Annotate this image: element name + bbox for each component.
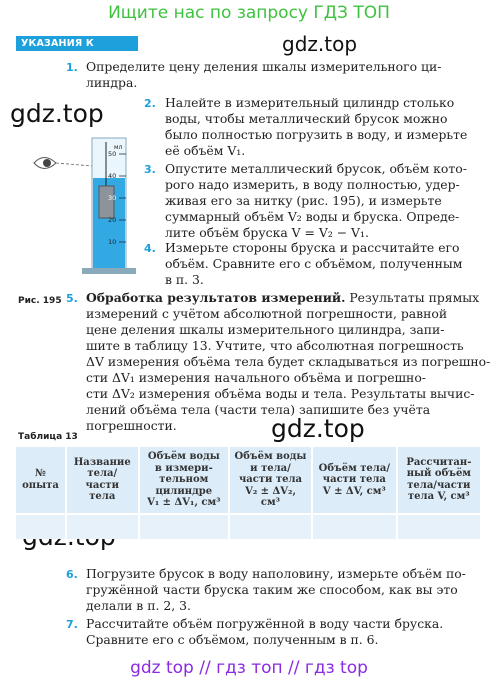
table-row (16, 514, 481, 539)
table-caption: Таблица 13 (18, 432, 78, 442)
text-line: ΔV измерения объёма тела будет складываться из погрешно- (86, 354, 491, 369)
results-table (16, 447, 482, 539)
scale-label: 20 (108, 216, 117, 224)
text-line: гружённой части бруска таким же способом, как вы это (86, 582, 458, 597)
text-line: воды, чтобы металлический брусок можно (165, 111, 448, 126)
table-header: Объём тела/ части тела V ± ΔV, см³ (312, 447, 397, 514)
table-header: Объём воды в измери- тельном цилиндре V₁ ± ΔV₁, см³ (139, 447, 229, 514)
scale-label: 30 (108, 194, 117, 202)
text-line: в п. 3. (165, 272, 204, 287)
step-heading: Обработка результатов измерений. (86, 290, 346, 305)
scale-label: 50 (108, 150, 117, 158)
step-2 (165, 95, 490, 159)
top-banner: Ищите нас по запросу ГДЗ ТОП (108, 3, 390, 23)
section-tag: УКАЗАНИЯ К РАБОТЕ (16, 36, 138, 51)
text-line: измерений с учётом абсолютной погрешности, равной (86, 306, 448, 321)
table-cell[interactable] (139, 514, 229, 539)
step-number: 5. (66, 292, 78, 305)
step-1 (86, 59, 486, 91)
text-line: суммарный объём V₂ воды и бруска. Опреде- (165, 209, 460, 224)
text-line: Налейте в измерительный цилиндр столько (165, 95, 455, 110)
step-number: 3. (144, 163, 156, 176)
step-6 (86, 566, 491, 614)
table-cell[interactable] (66, 514, 139, 539)
text-line: Погрузите брусок в воду наполовину, измерьте объём по- (86, 566, 466, 581)
step-number: 2. (144, 97, 156, 110)
text-line: погрешности. (86, 418, 177, 433)
text-line: было полностью погрузить в воду, и измерьте (165, 127, 468, 142)
step-4 (165, 240, 490, 288)
footer-watermark: gdz top // гдз топ // гдз top (130, 658, 368, 678)
text-line: живая его за нитку (рис. 195), и измерьте (165, 193, 442, 208)
text-line: рого надо измерить, в воду полностью, удер- (165, 177, 460, 192)
step-7 (86, 616, 491, 648)
text-line (86, 290, 491, 306)
figure-caption: Рис. 195 (18, 296, 62, 306)
table-header: № опыта (16, 447, 66, 514)
figure-195 (26, 130, 136, 280)
text-line: Опустите металлический брусок, объём кото- (165, 161, 467, 176)
text-line: Определите цену деления шкалы измерительного ци- (86, 59, 442, 74)
text-line: объём. Сравните его с объёмом, полученным (165, 256, 463, 271)
table-header: Объём воды и тела/ части тела V₂ ± ΔV₂, см³ (229, 447, 312, 514)
watermark: gdz.top (271, 414, 365, 443)
table-cell[interactable] (397, 514, 481, 539)
step-number: 1. (66, 61, 78, 74)
text-line: делали в п. 2, 3. (86, 598, 191, 613)
text-line: цене деления шкалы измерительного цилиндра, запи- (86, 322, 445, 337)
watermark: gdz.top (10, 99, 104, 128)
text-line: её объём V₁. (165, 143, 246, 158)
text-line: лите объём бруска V = V₂ − V₁. (165, 225, 369, 240)
text-line: шите в таблицу 13. Учтите, что абсолютная погрешность (86, 338, 464, 353)
step-3 (165, 161, 490, 241)
table-cell[interactable] (16, 514, 66, 539)
step-5 (86, 290, 491, 434)
watermark: gdz.top (282, 32, 358, 56)
step-number: 6. (66, 568, 78, 581)
table-cell[interactable] (229, 514, 312, 539)
scale-label: 40 (108, 172, 117, 180)
scale-label: 10 (108, 238, 117, 246)
table-header-row (16, 447, 481, 514)
text-line: сти ΔV₂ измерения объёма воды и тела. Результаты вычис- (86, 386, 475, 401)
unit-label: мл (114, 144, 123, 151)
text-line: лений объёма тела (части тела) запишите без учёта (86, 402, 431, 417)
text-line: Рассчитайте объём погружённой в воду части бруска. (86, 616, 444, 631)
text-line: линдра. (86, 75, 138, 90)
text-line: Сравните его с объёмом, полученным в п. 6. (86, 632, 379, 647)
measuring-cylinder-illustration (26, 130, 136, 280)
text-line: Измерьте стороны бруска и рассчитайте его (165, 240, 460, 255)
step-number: 4. (144, 242, 156, 255)
table-header: Название тела/ части тела (66, 447, 139, 514)
table-cell[interactable] (312, 514, 397, 539)
step-number: 7. (66, 618, 78, 631)
table-header: Рассчитан- ный объём тела/части тела V, см³ (397, 447, 481, 514)
text-line: сти ΔV₁ измерения начального объёма и погрешно- (86, 370, 426, 385)
text-fragment: Результаты прямых (345, 290, 480, 305)
